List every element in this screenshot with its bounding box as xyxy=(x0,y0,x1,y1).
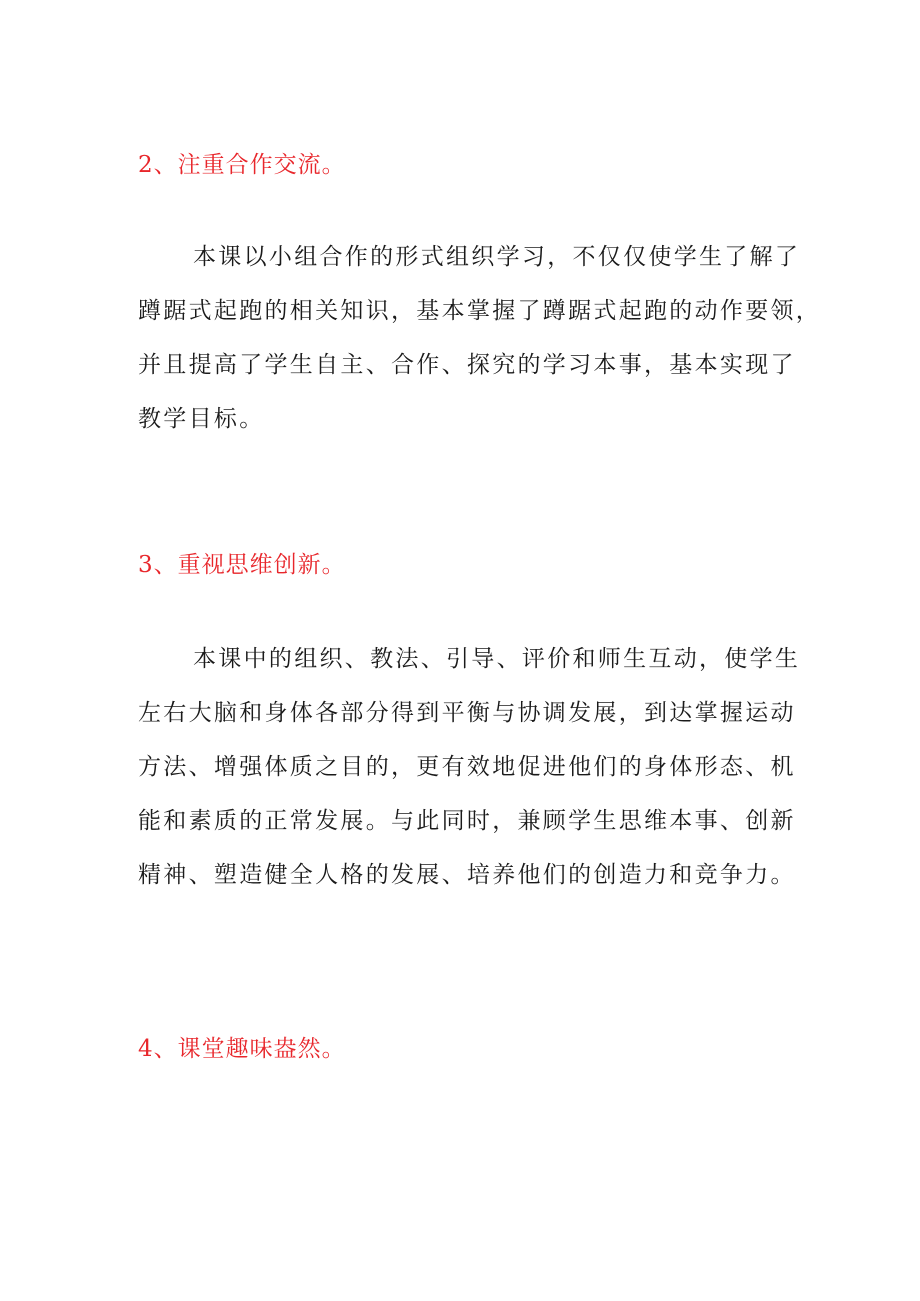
section-2-paragraph xyxy=(138,230,822,446)
section-heading-3: 3、重视思维创新。 xyxy=(138,552,346,578)
paragraph-line: 本课中的组织、教法、引导、评价和师生互动，使学生 xyxy=(193,646,801,672)
paragraph-line: 能和素质的正常发展。与此同时，兼顾学生思维本事、创新 xyxy=(138,808,796,834)
paragraph-line: 教学目标。 xyxy=(138,406,265,432)
section-3-paragraph xyxy=(138,632,801,902)
paragraph-line: 左右大脑和身体各部分得到平衡与协调发展，到达掌握运动 xyxy=(138,700,796,726)
paragraph-line: 方法、增强体质之目的，更有效地促进他们的身体形态、机 xyxy=(138,754,796,780)
paragraph-line: 并且提高了学生自主、合作、探究的学习本事，基本实现了 xyxy=(138,352,796,378)
section-heading-4: 4、课堂趣味盎然。 xyxy=(138,1036,346,1062)
paragraph-line: 精神、塑造健全人格的发展、培养他们的创造力和竞争力。 xyxy=(138,862,796,888)
section-heading-2: 2、注重合作交流。 xyxy=(138,152,346,178)
paragraph-line: 本课以小组合作的形式组织学习，不仅仅使学生了解了 xyxy=(193,244,801,270)
paragraph-line: 蹲踞式起跑的相关知识，基本掌握了蹲踞式起跑的动作要领， xyxy=(138,298,822,324)
